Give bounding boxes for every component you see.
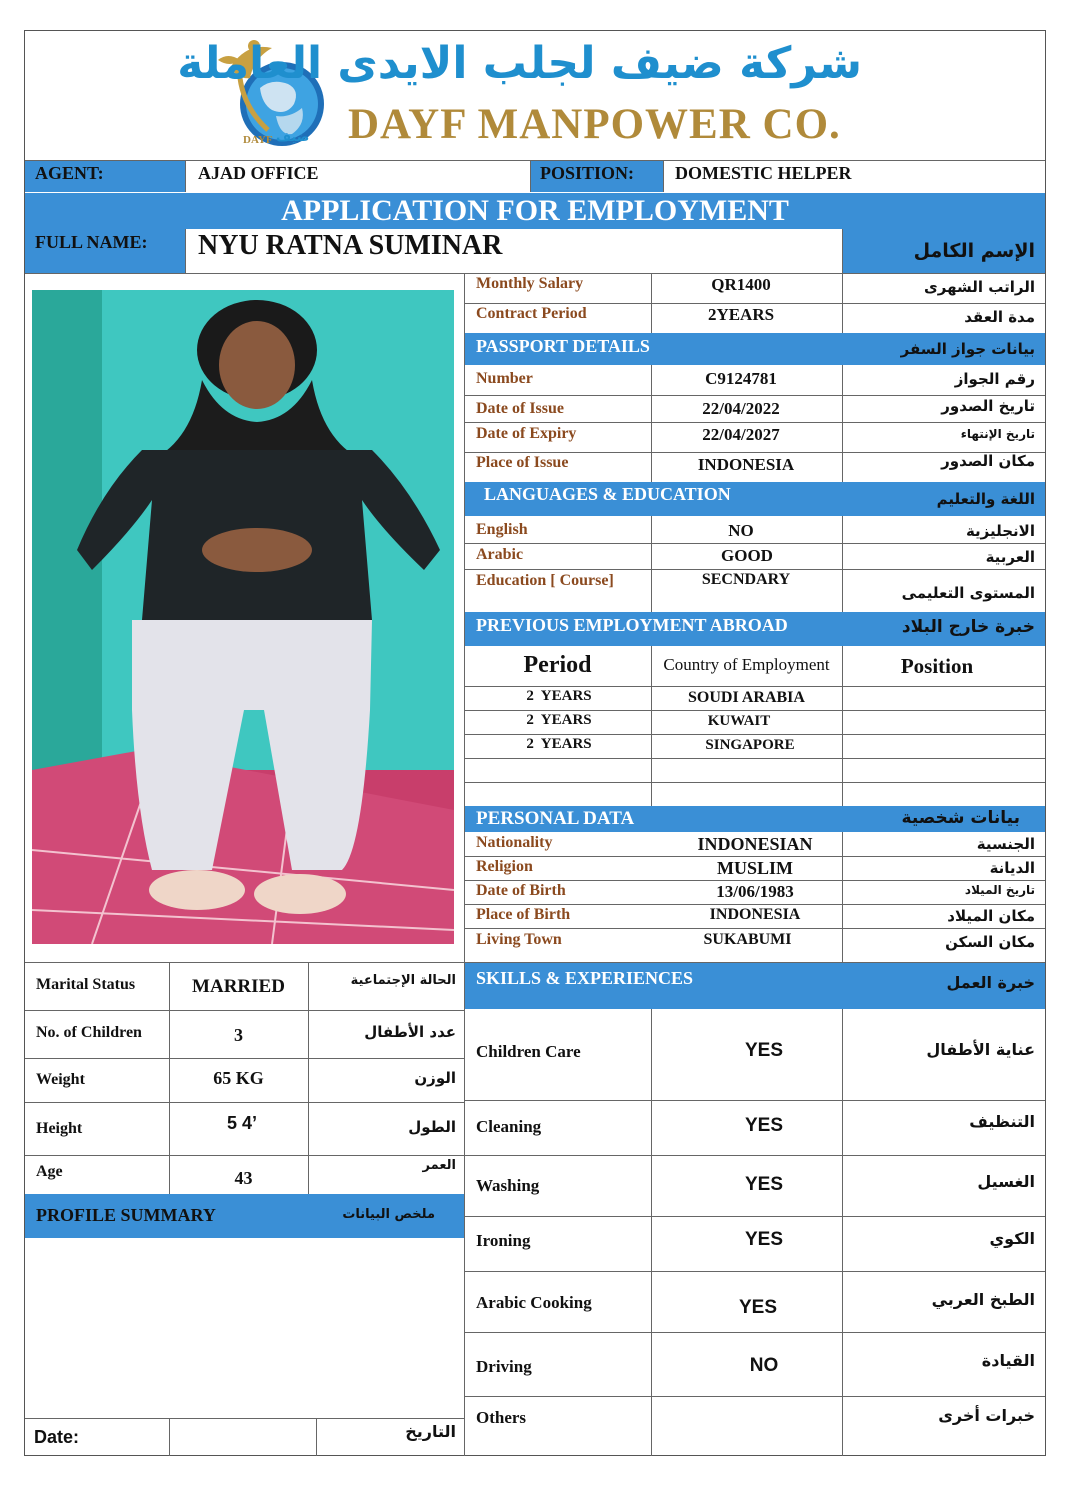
personal-header-ar: بيانات شخصية [901,808,1020,828]
age-label: Age [36,1163,63,1180]
english-label: English [476,521,528,538]
passport-header: PASSPORT DETAILS [476,336,650,356]
company-name-en: DAYF MANPOWER CO. [348,101,841,148]
personal-header: PERSONAL DATA [476,808,635,829]
skill-ironing-value: YES [744,1229,784,1250]
english-label-ar: الانجليزية [965,522,1035,540]
arabic-value: GOOD [721,546,773,565]
skill-arabic-cooking-label: Arabic Cooking [476,1293,592,1312]
arabic-label: Arabic [476,546,524,563]
town-value: SUKABUMI [703,931,792,948]
children-label: No. of Children [36,1024,142,1041]
education-label-ar: المستوى التعليمى [901,584,1035,602]
employment-row-1-period: 2 YEARS [526,688,592,704]
passport-number-label-ar: رقم الجواز [954,370,1035,388]
skill-children-care-label: Children Care [476,1042,581,1061]
date-label: Date: [34,1427,80,1447]
dob-label-ar: تاريخ الميلاد [964,883,1035,897]
col-position: Position [900,654,974,678]
profile-header-ar: ملخص البيانات [342,1207,435,1222]
skill-ironing-label: Ironing [476,1231,531,1250]
employment-header: PREVIOUS EMPLOYMENT ABROAD [476,615,788,635]
employment-header-ar: خبرة خارج البلاد [901,617,1035,637]
employment-row-3-period: 2 YEARS [526,736,592,752]
pob-value: INDONESIA [709,906,801,923]
form-title: APPLICATION FOR EMPLOYMENT [281,194,789,227]
full-name-label: FULL NAME: [35,232,148,252]
education-label: Education [ Course] [476,572,614,589]
contract-label: Contract Period [476,305,587,322]
skill-arabic-cooking-value: YES [738,1297,778,1318]
salary-value: QR1400 [711,275,771,294]
town-label-ar: مكان السكن [945,933,1035,951]
salary-label-ar: الراتب الشهرى [924,278,1035,296]
agent-label: AGENT: [35,163,104,183]
languages-header-ar: اللغة والتعليم [936,490,1035,508]
applicant-photo [32,290,454,944]
position-value: DOMESTIC HELPER [675,163,852,183]
issue-date-label-ar: تاريخ الصدور [941,397,1035,415]
agent-value: AJAD OFFICE [198,163,319,183]
profile-header: PROFILE SUMMARY [36,1205,216,1225]
issue-place-value: INDONESIA [697,455,795,474]
age-value: 43 [234,1168,253,1188]
skill-driving-label: Driving [476,1357,532,1376]
logo-text-ar: ضيف [276,130,310,145]
marital-value: MARRIED [192,976,285,997]
company-name-ar: شركة ضيف لجلب الايدى العاملة [177,38,862,89]
marital-label-ar: الحالة الإجتماعية [350,973,456,988]
weight-label-ar: الوزن [414,1069,456,1087]
skill-washing-label: Washing [476,1176,540,1195]
logo-text-en: DAYF [243,134,273,146]
weight-label: Weight [36,1071,85,1088]
full-name-value: NYU RATNA SUMINAR [198,230,503,261]
skill-ironing-label-ar: الكوي [989,1229,1035,1248]
position-label: POSITION: [540,163,635,183]
salary-label: Monthly Salary [476,275,584,292]
pob-label: Place of Birth [476,906,571,923]
english-value: NO [728,521,754,540]
skill-others-label-ar: خبرات أخرى [938,1406,1035,1425]
marital-label: Marital Status [36,976,136,993]
skills-header: SKILLS & EXPERIENCES [476,968,694,988]
date-label-ar: التاريخ [405,1422,456,1441]
nationality-label-ar: الجنسية [976,835,1035,853]
skill-children-care-value: YES [744,1040,784,1061]
skill-arabic-cooking-label-ar: الطبخ العربي [931,1290,1035,1309]
skill-cleaning-value: YES [744,1115,784,1136]
expiry-date-label-ar: تاريخ الإنتهاء [960,427,1035,441]
issue-place-label: Place of Issue [476,454,569,471]
employment-row-2-period: 2 YEARS [526,712,592,728]
height-label-ar: الطول [408,1118,456,1136]
education-value: SECNDARY [701,571,791,588]
contract-label-ar: مدة العقد [964,308,1035,326]
height-value: 5 4’ [226,1113,258,1133]
skill-cleaning-label-ar: التنظيف [969,1112,1035,1131]
religion-label: Religion [476,858,533,875]
dob-value: 13/06/1983 [716,882,794,901]
passport-number-value: C9124781 [705,369,777,388]
nationality-value: INDONESIAN [697,834,813,854]
skill-children-care-label-ar: عناية الأطفال [926,1040,1035,1059]
employment-row-2-country: KUWAIT [707,713,771,729]
skill-driving-label-ar: القيادة [981,1351,1035,1370]
children-value: 3 [234,1025,243,1045]
employment-row-3-country: SINGAPORE [705,737,795,753]
employment-row-1-country: SOUDI ARABIA [688,689,805,706]
full-name-label-ar: الإسم الكامل [913,240,1035,262]
dob-label: Date of Birth [476,882,566,899]
skill-driving-value: NO [749,1355,779,1376]
skill-washing-label-ar: الغسيل [977,1172,1035,1191]
passport-number-label: Number [476,370,533,387]
col-period: Period [523,652,592,678]
expiry-date-label: Date of Expiry [476,425,577,442]
expiry-date-value: 22/04/2027 [702,425,780,444]
issue-place-label-ar: مكان الصدور [941,452,1035,470]
skill-others-label: Others [476,1408,527,1427]
issue-date-label: Date of Issue [476,400,564,417]
age-label-ar: العمر [422,1158,456,1173]
weight-value: 65 KG [213,1068,264,1088]
religion-label-ar: الديانة [989,859,1035,877]
skills-header-ar: خبرة العمل [946,973,1035,992]
children-label-ar: عدد الأطفال [364,1023,456,1041]
passport-header-ar: بيانات جواز السفر [900,340,1035,358]
town-label: Living Town [476,931,562,948]
skill-cleaning-label: Cleaning [476,1117,542,1136]
issue-date-value: 22/04/2022 [702,399,780,418]
arabic-label-ar: العربية [985,548,1035,566]
religion-value: MUSLIM [717,858,793,878]
skill-washing-value: YES [744,1174,784,1195]
col-country: Country of Employment [663,655,830,674]
height-label: Height [36,1120,83,1137]
profile-summary-area [25,1238,464,1418]
pob-label-ar: مكان الميلاد [947,907,1035,925]
contract-value: 2YEARS [707,305,775,324]
nationality-label: Nationality [476,834,553,851]
languages-header: LANGUAGES & EDUCATION [484,484,731,504]
